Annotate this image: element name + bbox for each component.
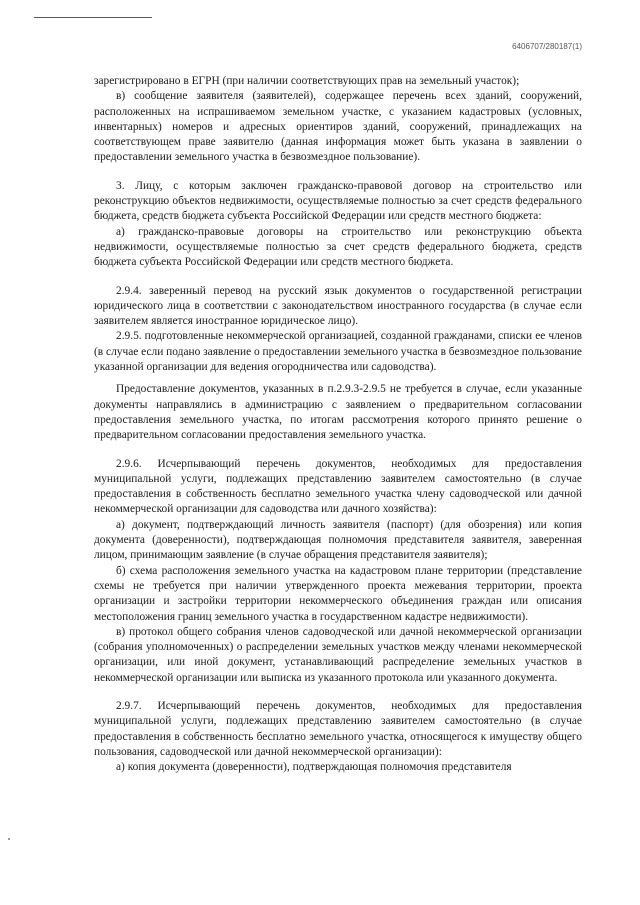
paragraph-2-9-6-item-a: а) документ, подтверждающий личность заявителя (паспорт) (для обозрения) или копия документа (доверенности), подтверждающая полномочия представителя заявителя, заверенная лицом, принимающим заявление (в случае обращения представителя заявителя); — [94, 518, 582, 562]
paragraph-item-a-contracts: а) гражданско-правовые договоры на строительство или реконструкцию объекта недвижимости, осуществляемые полностью за счет средств федерального бюджета, средств бюджета субъекта Российской Федерации или средств местного бюджета. — [94, 225, 582, 269]
scan-mark — [8, 838, 10, 840]
paragraph-2-9-6-item-v: в) протокол общего собрания членов садоводческой или дачной некоммерческой организации (собрания уполномоченных) о распределении земельных участков между членами некоммерческой организации, или иной документ, устанавливающий распределение земельных участков в некоммерческой организации или выписка из указанного протокола или указанного документа. — [94, 625, 582, 684]
paragraph-2-9-6: 2.9.6. Исчерпывающий перечень документов, необходимых для предоставления муниципальной услуги, подлежащих представлению заявителем самостоятельно (в случае предоставления в собственность бесплатно земельного участка члену садоводческой или дачной некоммерческой организации для садоводства или дачного хозяйства): — [94, 457, 582, 516]
paragraph-2-9-5: 2.9.5. подготовленные некоммерческой организацией, созданной гражданами, списки ее членов (в случае если подано заявление о предоставлении земельного участка в безвозмездное пользование указанной организации для ведения огородничества или садоводства). — [94, 330, 582, 374]
paragraph-item-v-buildings: в) сообщение заявителя (заявителей), содержащее перечень всех зданий, сооружений, расположенных на испрашиваемом земельном участке, с указанием кадастровых (условных, инвентарных) номеров и адресных ориентиров зданий, сооружений, принадлежащих на соответствующем праве заявителю (данная информация может быть указана в заявлении о предоставлении земельного участка в безвозмездное пользование). — [94, 90, 582, 164]
paragraph-egrn-continuation: зарегистрировано в ЕГРН (при наличии соответствующих прав на земельный участок); — [94, 75, 520, 87]
document-body — [94, 74, 582, 775]
paragraph-section-3: 3. Лицу, с которым заключен гражданско-правовой договор на строительство или реконструкцию объектов недвижимости, осуществляемые полностью за счет средств федерального бюджета, средств бюджета субъекта Российской Федерации или средств местного бюджета: — [94, 179, 582, 223]
paragraph-2-9-7-item-a: а) копия документа (доверенности), подтверждающая полномочия представителя — [116, 761, 512, 774]
paragraph-2-9-4: 2.9.4. заверенный перевод на русский язык документов о государственной регистрации юридического лица в соответствии с законодательством иностранного государства (в случае если заявителем является иностранное юридическое лицо). — [94, 284, 582, 328]
header-rule — [34, 17, 152, 18]
document-id: 6406707/280187(1) — [512, 42, 582, 51]
paragraph-documents-exemption: Предоставление документов, указанных в п.2.9.3-2.9.5 не требуется в случае, если указанные документы направлялись в администрацию с заявлением о предварительном согласовании предоставления земельного участка, по итогам рассмотрения которого принято решение о предварительном согласовании предоставления земельного участка. — [94, 383, 582, 442]
paragraph-2-9-6-item-b: б) схема расположения земельного участка на кадастровом плане территории (представление схемы не требуется при наличии утвержденного проекта межевания территории, проекта организации и застройки территории некоммерческого объединения граждан или описания местоположения границ земельного участка в государственном кадастре недвижимости). — [94, 564, 582, 623]
paragraph-2-9-7: 2.9.7. Исчерпывающий перечень документов, необходимых для предоставления муниципальной услуги, подлежащих представлению заявителем самостоятельно (в случае предоставления в собственность бесплатно земельного участка, относящегося к имуществу общего пользования, садоводческой или дачной некоммерческой организации): — [94, 699, 582, 758]
